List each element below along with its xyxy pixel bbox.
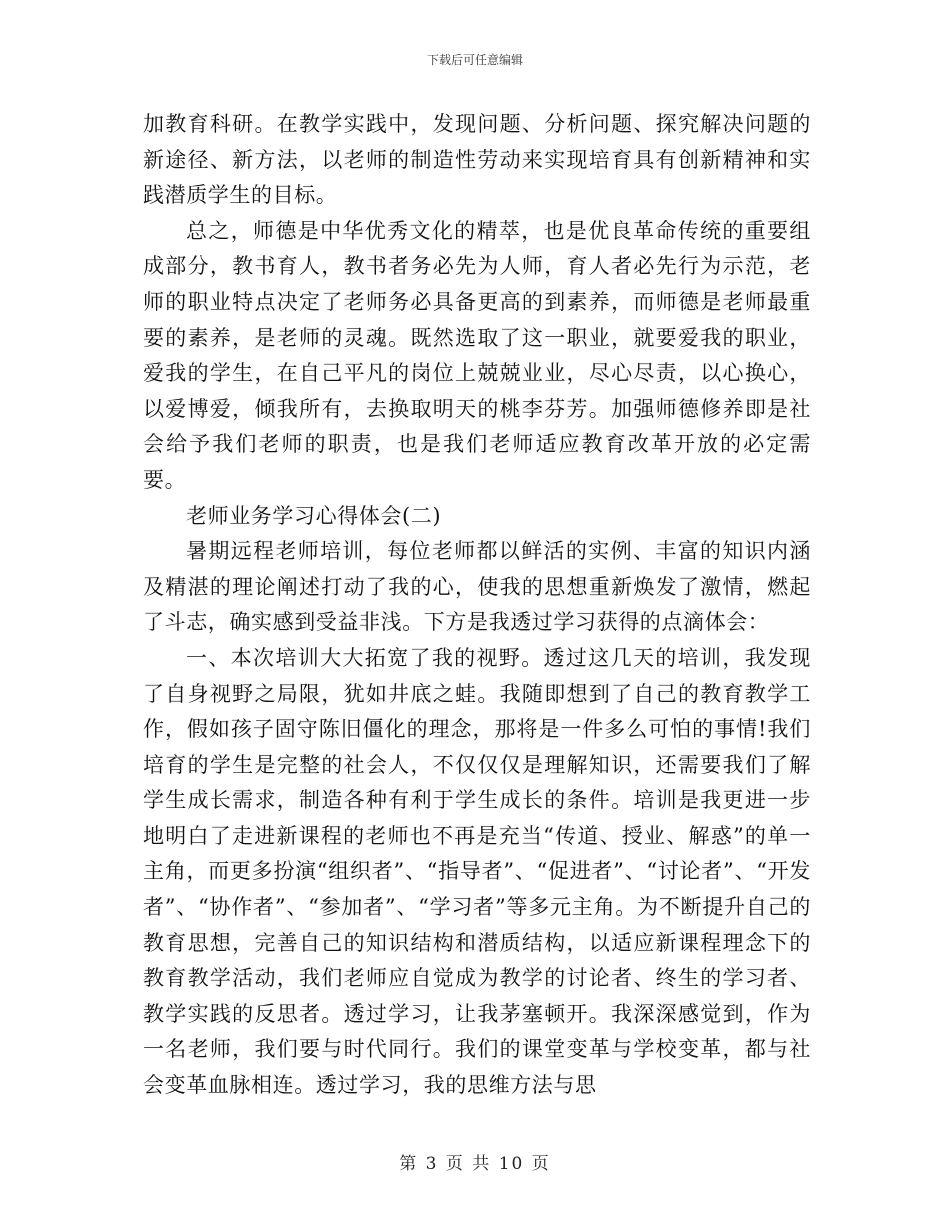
paragraph-summary: 总之，师德是中华优秀文化的精萃，也是优良革命传统的重要组成部分，教书育人，教书者务必先为人师，育人者必先行为示范，老师的职业特点决定了老师务必具备更高的到素养，而师德是老师最重要的素养，是老师的灵魂。既然选取了这一职业，就要爱我的职业，爱我的学生，在自己平凡的岗位上兢兢业业，尽心尽责，以心换心，以爱博爱，倾我所有，去换取明天的桃李芬芳。加强师德修养即是社会给予我们老师的职责，也是我们老师适应教育改革开放的必定需要。	[143, 218, 811, 492]
paragraph-intro: 暑期远程老师培训，每位老师都以鲜活的实例、丰富的知识内涵及精湛的理论阐述打动了我的心，使我的思想重新焕发了激情，燃起了斗志，确实感到受益非浅。下方是我透过学习获得的点滴体会：	[143, 539, 811, 635]
section-title: 老师业务学习心得体会(二)	[186, 503, 442, 528]
document-body	[143, 107, 811, 1104]
paragraph-continuation: 加教育科研。在教学实践中，发现问题、分析问题、探究解决问题的新途径、新方法，以老师的制造性劳动来实现培育具有创新精神和实践潜质学生的目标。	[143, 112, 811, 208]
page-header: 下载后可任意编辑	[426, 53, 523, 67]
page-number: 第 3 页 共 10 页	[399, 1154, 551, 1174]
paragraph-point-one: 一、本次培训大大拓宽了我的视野。透过这几天的培训，我发现了自身视野之局限，犹如井底之蛙。我随即想到了自己的教育教学工作，假如孩子固守陈旧僵化的理念，那将是一件多么可怕的事情!我们培育的学生是完整的社会人，不仅仅仅是理解知识，还需要我们了解学生成长需求，制造各种有利于学生成长的条件。培训是我更进一步地明白了走进新课程的老师也不再是充当“传道、授业、解惑”的单一主角，而更多扮演“组织者”、“指导者”、“促进者”、“讨论者”、“开发者”、“协作者”、“参加者”、“学习者”等多元主角。为不断提升自己的教育思想，完善自己的知识结构和潜质结构，以适应新课程理念下的教育教学活动，我们老师应自觉成为教学的讨论者、终生的学习者、教学实践的反思者。透过学习，让我茅塞顿开。我深深感觉到，作为一名老师，我们要与时代同行。我们的课堂变革与学校变革，都与社会变革血脉相连。透过学习，我的思维方法与思	[143, 645, 811, 1098]
